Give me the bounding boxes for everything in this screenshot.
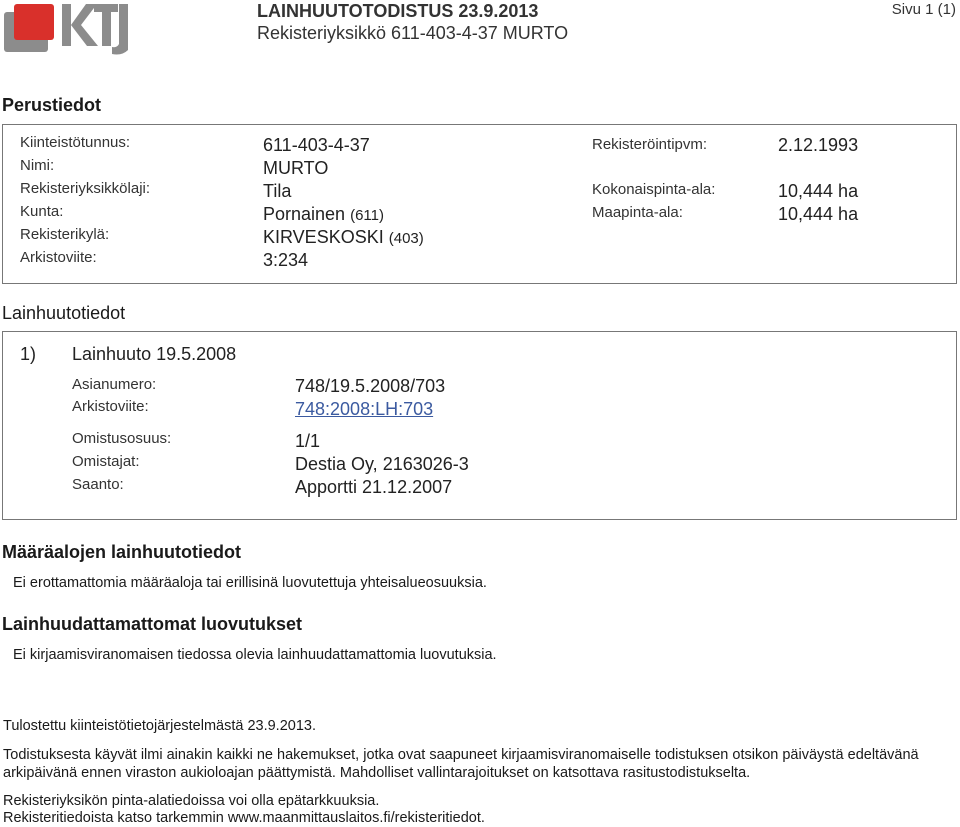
value-kokonaispinta-ala: 10,444 ha <box>778 181 859 201</box>
section-title-luovutukset: Lainhuudattamattomat luovutukset <box>2 614 303 634</box>
section-title-maaraalat: Määräalojen lainhuutotiedot <box>2 542 242 562</box>
page-number: Sivu 1 (1) <box>891 1 956 18</box>
label-kokonaispinta-ala: Kokonaispinta-ala: <box>592 181 716 198</box>
value-rekisterikyla <box>263 227 424 248</box>
section-title-lainhuutotiedot: Lainhuutotiedot <box>2 303 126 323</box>
label-rekisterikyla: Rekisterikylä: <box>20 226 110 243</box>
label-rekisterointipvm: Rekisteröintipvm: <box>592 136 708 153</box>
value-rekisterikyla-code: (403) <box>388 230 424 247</box>
document-subtitle: Rekisteriyksikkö 611-403-4-37 MURTO <box>257 23 569 43</box>
document-title: LAINHUUTOTODISTUS 23.9.2013 <box>257 1 539 21</box>
entry-title: Lainhuuto 19.5.2008 <box>72 344 237 364</box>
luovutukset-text: Ei kirjaamisviranomaisen tiedossa olevia lainhuudattamattomia luovutuksia. <box>13 647 497 663</box>
label-asianumero: Asianumero: <box>72 376 157 393</box>
ktj-logo <box>2 0 132 56</box>
value-asianumero: 748/19.5.2008/703 <box>295 376 446 396</box>
label-arkistoviite: Arkistoviite: <box>20 249 97 266</box>
label-arkistoviite-lh: Arkistoviite: <box>72 398 149 415</box>
section-title-perustiedot: Perustiedot <box>2 95 102 115</box>
label-omistajat: Omistajat: <box>72 453 140 470</box>
more-info-note: Rekisteritiedoista katso tarkemmin www.maanmittauslaitos.fi/rekisteritiedot. <box>3 810 485 826</box>
label-saanto: Saanto: <box>72 476 124 493</box>
label-omistusosuus: Omistusosuus: <box>72 430 172 447</box>
maaraalat-text: Ei erottamattomia määräaloja tai erillisinä luovutettuja yhteisalueosuuksia. <box>13 575 487 591</box>
label-maapinta-ala: Maapinta-ala: <box>592 204 683 221</box>
printed-note: Tulostettu kiinteistötietojärjestelmästä 23.9.2013. <box>3 718 316 734</box>
area-note: Rekisteriyksikön pinta-alatiedoissa voi olla epätarkkuuksia. <box>3 793 380 809</box>
value-kunta-name: Pornainen <box>263 204 346 224</box>
notice-line-2: arkipäivänä ennen viraston aukioloajan päättymistä. Mahdolliset vallintarajoitukset on katsottava rasitustodistukselta. <box>3 765 751 781</box>
label-kiinteistotunnus: Kiinteistötunnus: <box>20 134 131 151</box>
lainhuutotiedot-box <box>2 331 957 520</box>
value-nimi: MURTO <box>263 158 329 178</box>
value-kunta <box>263 204 384 225</box>
value-arkistoviite: 3:234 <box>263 250 309 270</box>
value-maapinta-ala: 10,444 ha <box>778 204 859 224</box>
entry-number: 1) <box>20 344 37 364</box>
value-rekisteriyksikkolaji: Tila <box>263 181 292 201</box>
value-kunta-code: (611) <box>350 207 384 224</box>
value-rekisterointipvm: 2.12.1993 <box>778 135 859 155</box>
archive-reference-link[interactable]: 748:2008:LH:703 <box>295 399 434 419</box>
value-omistusosuus: 1/1 <box>295 431 321 451</box>
value-kiinteistotunnus: 611-403-4-37 <box>263 135 370 155</box>
value-rekisterikyla-name: KIRVESKOSKI <box>263 227 384 247</box>
label-kunta: Kunta: <box>20 203 64 220</box>
value-omistajat: Destia Oy, 2163026-3 <box>295 454 469 474</box>
label-rekisteriyksikkolaji: Rekisteriyksikkölaji: <box>20 180 151 197</box>
value-saanto: Apportti 21.12.2007 <box>295 477 453 497</box>
label-nimi: Nimi: <box>20 157 55 174</box>
perustiedot-box <box>2 124 957 284</box>
notice-line-1: Todistuksesta käyvät ilmi ainakin kaikki ne hakemukset, jotka ovat saapuneet kirjaamisviranomaiselle todistuksen otsikon päiväystä edeltävänä <box>3 747 919 763</box>
